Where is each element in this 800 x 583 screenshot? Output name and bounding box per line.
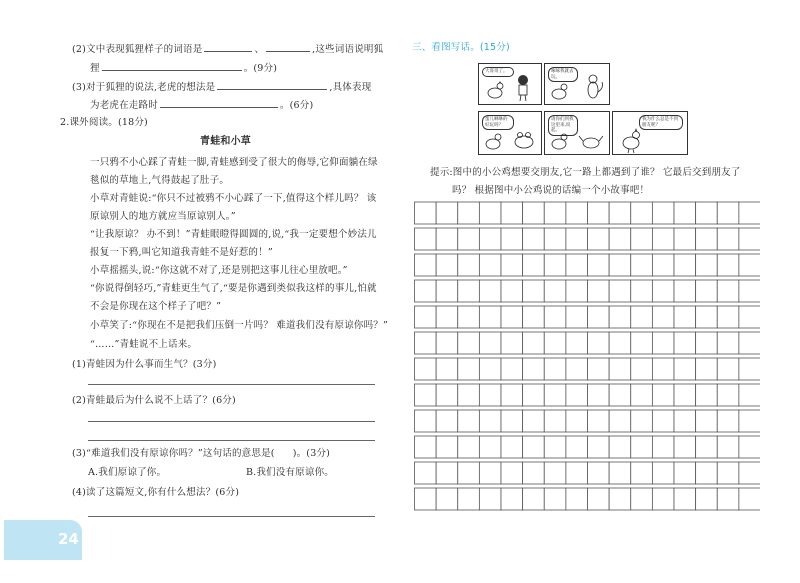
- story-paragraph: 小草摇摇头,说:“你这就不对了,还是别把这事儿往心里放吧。”: [90, 265, 348, 276]
- story-paragraph: 原谅别人的地方就应当原谅别人。”: [90, 211, 236, 222]
- grid-cell[interactable]: [588, 488, 610, 510]
- grid-row: [415, 358, 761, 380]
- grid-cell[interactable]: [609, 306, 631, 328]
- grid-cell[interactable]: [544, 436, 566, 458]
- story-paragraph: “你说得倒轻巧,”青蛙更生气了,“要是你遇到类似我这样的事儿,怕就: [90, 283, 377, 294]
- section-3-heading: 三、看图写话。(15分): [412, 42, 510, 53]
- grid-cell[interactable]: [652, 410, 674, 432]
- grid-cell[interactable]: [479, 202, 501, 224]
- grid-cell[interactable]: [566, 462, 588, 484]
- speech-bubble: 我为什么总是不到朋友呢？: [639, 115, 683, 130]
- grid-cell[interactable]: [674, 332, 696, 354]
- grid-cell[interactable]: [739, 488, 760, 510]
- grid-cell[interactable]: [458, 254, 480, 276]
- grid-row: [415, 306, 761, 328]
- grid-row: [415, 332, 761, 354]
- grid-cell[interactable]: [566, 280, 588, 302]
- grid-cell[interactable]: [631, 384, 653, 406]
- grid-cell[interactable]: [566, 410, 588, 432]
- grid-cell[interactable]: [544, 228, 566, 250]
- grid-cell[interactable]: [739, 254, 760, 276]
- answer-blank[interactable]: [204, 42, 252, 52]
- grid-row: [415, 384, 761, 406]
- answer-line[interactable]: [88, 384, 375, 385]
- grid-cell[interactable]: [717, 280, 739, 302]
- grid-cell[interactable]: [717, 306, 739, 328]
- story-paragraph: 不会是你现在这个样子了吧？”: [90, 301, 222, 312]
- grid-row: [415, 280, 761, 302]
- grid-cell[interactable]: [717, 254, 739, 276]
- grid-cell[interactable]: [674, 488, 696, 510]
- grid-cell[interactable]: [523, 436, 545, 458]
- grid-cell[interactable]: [588, 358, 610, 380]
- grid-cell[interactable]: [674, 384, 696, 406]
- grid-cell[interactable]: [479, 358, 501, 380]
- grid-cell[interactable]: [458, 410, 480, 432]
- grid-cell[interactable]: [609, 436, 631, 458]
- grid-cell[interactable]: [436, 358, 458, 380]
- grid-cell[interactable]: [523, 202, 545, 224]
- rooster-icon: [545, 64, 609, 104]
- grid-cell[interactable]: [436, 410, 458, 432]
- story-paragraph: 小草对青蛙说:“你只不过被鸦不小心踩了一下,值得这个样儿吗？ 该: [90, 193, 377, 204]
- grid-cell[interactable]: [458, 280, 480, 302]
- grid-cell[interactable]: [501, 202, 523, 224]
- grid-row: [415, 410, 761, 432]
- grid-cell[interactable]: [674, 306, 696, 328]
- comic-panel: [478, 111, 542, 155]
- grid-cell[interactable]: [696, 332, 718, 354]
- grid-cell[interactable]: [458, 306, 480, 328]
- answer-line[interactable]: [88, 440, 375, 441]
- grid-cell[interactable]: [717, 332, 739, 354]
- grid-cell[interactable]: [717, 488, 739, 510]
- grid-cell[interactable]: [652, 254, 674, 276]
- grid-cell[interactable]: [523, 332, 545, 354]
- frog-icon: [479, 112, 541, 154]
- grid-cell[interactable]: [479, 436, 501, 458]
- grid-cell[interactable]: [566, 332, 588, 354]
- grid-cell[interactable]: [696, 410, 718, 432]
- grid-cell[interactable]: [501, 358, 523, 380]
- page-number-tab: [4, 520, 82, 560]
- answer-blank[interactable]: [217, 80, 327, 90]
- comic-panel: [544, 111, 610, 155]
- grid-cell[interactable]: [674, 280, 696, 302]
- grid-cell[interactable]: [609, 488, 631, 510]
- grid-cell[interactable]: [523, 228, 545, 250]
- grid-cell[interactable]: [652, 462, 674, 484]
- grid-cell[interactable]: [523, 384, 545, 406]
- grid-cell[interactable]: [458, 436, 480, 458]
- grid-cell[interactable]: [588, 332, 610, 354]
- grid-cell[interactable]: [717, 410, 739, 432]
- grid-cell[interactable]: [674, 436, 696, 458]
- comic-panel: [612, 111, 688, 155]
- story-paragraph: “……”青蛙说不上话来。: [90, 339, 198, 350]
- q3-line2: 为老虎在走路时 。(6分): [90, 100, 314, 111]
- grid-cell[interactable]: [588, 202, 610, 224]
- grid-cell[interactable]: [415, 410, 437, 432]
- grid-cell[interactable]: [458, 202, 480, 224]
- grid-cell[interactable]: [717, 462, 739, 484]
- grid-cell[interactable]: [415, 306, 437, 328]
- grid-cell[interactable]: [739, 384, 760, 406]
- grid-cell[interactable]: [696, 462, 718, 484]
- grid-cell[interactable]: [544, 306, 566, 328]
- grid-cell[interactable]: [631, 254, 653, 276]
- grid-cell[interactable]: [436, 202, 458, 224]
- grid-cell[interactable]: [674, 254, 696, 276]
- grid-cell[interactable]: [458, 384, 480, 406]
- grid-cell[interactable]: [652, 280, 674, 302]
- grid-cell[interactable]: [652, 384, 674, 406]
- grid-cell[interactable]: [458, 488, 480, 510]
- grid-cell[interactable]: [652, 202, 674, 224]
- grid-cell[interactable]: [609, 202, 631, 224]
- grid-cell[interactable]: [609, 410, 631, 432]
- grid-cell[interactable]: [674, 358, 696, 380]
- grid-cell[interactable]: [696, 384, 718, 406]
- grid-cell[interactable]: [674, 410, 696, 432]
- grid-cell[interactable]: [436, 488, 458, 510]
- grid-cell[interactable]: [544, 202, 566, 224]
- grid-cell[interactable]: [674, 202, 696, 224]
- grid-cell[interactable]: [696, 358, 718, 380]
- grid-cell[interactable]: [609, 358, 631, 380]
- grid-cell[interactable]: [588, 254, 610, 276]
- grid-row: [415, 436, 761, 458]
- speech-bubble: 蛋儿咻咻的好玩吗？: [482, 115, 514, 130]
- grid-cell[interactable]: [501, 462, 523, 484]
- grid-cell[interactable]: [696, 488, 718, 510]
- grid-cell[interactable]: [544, 410, 566, 432]
- hint-line: 吗？ 根据图中小公鸡说的话编一个小故事吧！: [452, 185, 650, 196]
- grid-cell[interactable]: [609, 228, 631, 250]
- grid-cell[interactable]: [479, 306, 501, 328]
- sub-question-4: (4)读了这篇短文,你有什么想法？(6分): [72, 487, 240, 498]
- grid-cell[interactable]: [652, 228, 674, 250]
- grid-row: [415, 228, 761, 250]
- sub-question-3: (3)“难道我们没有原谅你吗？”这句话的意思是( )。(3分): [72, 448, 331, 459]
- grid-cell[interactable]: [458, 462, 480, 484]
- grid-cell[interactable]: [479, 228, 501, 250]
- grid-cell[interactable]: [544, 280, 566, 302]
- grid-cell[interactable]: [631, 332, 653, 354]
- grid-cell[interactable]: [479, 462, 501, 484]
- section-2-heading: 2.课外阅读。(18分): [60, 117, 148, 128]
- grid-cell[interactable]: [436, 306, 458, 328]
- grid-cell[interactable]: [696, 436, 718, 458]
- grid-cell[interactable]: [544, 384, 566, 406]
- grid-cell[interactable]: [523, 280, 545, 302]
- grid-cell[interactable]: [523, 358, 545, 380]
- story-paragraph: 小草笑了:“你现在不是把我们压倒一片吗？ 难道我们没有原谅你吗？”: [90, 320, 389, 331]
- grid-cell[interactable]: [696, 306, 718, 328]
- grid-cell[interactable]: [588, 410, 610, 432]
- grid-cell[interactable]: [696, 254, 718, 276]
- grid-cell[interactable]: [479, 280, 501, 302]
- grid-cell[interactable]: [739, 358, 760, 380]
- grid-cell[interactable]: [415, 254, 437, 276]
- grid-cell[interactable]: [415, 280, 437, 302]
- rooster-icon: [479, 64, 541, 104]
- grid-cell[interactable]: [609, 254, 631, 276]
- grid-cell[interactable]: [415, 462, 437, 484]
- grid-cell[interactable]: [436, 228, 458, 250]
- grid-cell[interactable]: [631, 280, 653, 302]
- grid-cell[interactable]: [609, 462, 631, 484]
- comic-panel: [544, 63, 610, 105]
- grid-cell[interactable]: [523, 462, 545, 484]
- grid-cell[interactable]: [458, 332, 480, 354]
- grid-cell[interactable]: [588, 462, 610, 484]
- grid-cell[interactable]: [739, 306, 760, 328]
- grid-cell[interactable]: [501, 280, 523, 302]
- grid-cell[interactable]: [523, 306, 545, 328]
- grid-cell[interactable]: [717, 358, 739, 380]
- grid-cell[interactable]: [631, 488, 653, 510]
- q2-line2: 狸 。(9分): [90, 63, 278, 74]
- grid-cell[interactable]: [436, 332, 458, 354]
- grid-cell[interactable]: [717, 436, 739, 458]
- grid-cell[interactable]: [717, 202, 739, 224]
- grid-cell[interactable]: [458, 358, 480, 380]
- grid-row: [415, 488, 761, 510]
- grid-cell[interactable]: [436, 254, 458, 276]
- grid-cell[interactable]: [609, 332, 631, 354]
- grid-cell[interactable]: [631, 410, 653, 432]
- grid-cell[interactable]: [523, 488, 545, 510]
- grid-cell[interactable]: [501, 228, 523, 250]
- grid-cell[interactable]: [652, 436, 674, 458]
- grid-cell[interactable]: [717, 384, 739, 406]
- q3-line1: (3)对于狐狸的说法,老虎的想法是 ,具体表现: [72, 82, 372, 93]
- grid-cell[interactable]: [544, 462, 566, 484]
- grid-cell[interactable]: [631, 228, 653, 250]
- grid-row: [415, 202, 761, 224]
- grid-cell[interactable]: [739, 202, 760, 224]
- grid-cell[interactable]: [739, 436, 760, 458]
- grid-cell[interactable]: [588, 384, 610, 406]
- grid-cell[interactable]: [566, 202, 588, 224]
- grid-cell[interactable]: [501, 410, 523, 432]
- grid-cell[interactable]: [631, 306, 653, 328]
- grid-cell[interactable]: [501, 384, 523, 406]
- grid-cell[interactable]: [415, 488, 437, 510]
- grid-cell[interactable]: [501, 332, 523, 354]
- grid-cell[interactable]: [566, 358, 588, 380]
- grid-cell[interactable]: [631, 462, 653, 484]
- grid-cell[interactable]: [696, 202, 718, 224]
- story-title: 青蛙和小草: [200, 136, 251, 147]
- speech-bubble: 啄啄我就去玩。: [548, 67, 578, 82]
- grid-cell[interactable]: [588, 228, 610, 250]
- grid-cell[interactable]: [523, 254, 545, 276]
- grid-cell[interactable]: [739, 332, 760, 354]
- rooster-icon: [613, 112, 687, 154]
- grid-cell[interactable]: [739, 410, 760, 432]
- answer-line[interactable]: [88, 421, 375, 422]
- grid-cell[interactable]: [739, 228, 760, 250]
- grid-row: [415, 462, 761, 484]
- grid-cell[interactable]: [479, 332, 501, 354]
- grid-cell[interactable]: [696, 280, 718, 302]
- story-paragraph: 毯似的草地上,气得鼓起了肚子。: [90, 175, 230, 186]
- crab-icon: [545, 112, 609, 154]
- grid-cell[interactable]: [609, 280, 631, 302]
- grid-cell[interactable]: [631, 202, 653, 224]
- grid-cell[interactable]: [566, 254, 588, 276]
- grid-row: [415, 254, 761, 276]
- writing-grid[interactable]: [414, 200, 760, 512]
- option-a: A.我们原谅了你。: [88, 467, 167, 478]
- grid-cell[interactable]: [674, 462, 696, 484]
- sub-question-2: (2)青蛙最后为什么说不上话了？(6分): [72, 395, 236, 406]
- grid-cell[interactable]: [631, 436, 653, 458]
- grid-cell[interactable]: [566, 384, 588, 406]
- grid-cell[interactable]: [544, 332, 566, 354]
- grid-cell[interactable]: [631, 358, 653, 380]
- grid-cell[interactable]: [501, 436, 523, 458]
- grid-cell[interactable]: [652, 306, 674, 328]
- page-number: 24: [58, 530, 79, 548]
- speech-bubble: 请你们到我这里来,说起。: [548, 115, 578, 136]
- hint-line: 提示:图中的小公鸡想要交朋友,它一路上都遇到了谁？ 它最后交到朋友了: [430, 167, 741, 178]
- grid-cell[interactable]: [415, 384, 437, 406]
- grid-cell[interactable]: [415, 358, 437, 380]
- grid-cell[interactable]: [717, 228, 739, 250]
- grid-cell[interactable]: [501, 254, 523, 276]
- grid-cell[interactable]: [415, 436, 437, 458]
- grid-cell[interactable]: [479, 254, 501, 276]
- grid-cell[interactable]: [696, 228, 718, 250]
- grid-cell[interactable]: [436, 384, 458, 406]
- grid-cell[interactable]: [479, 488, 501, 510]
- grid-cell[interactable]: [739, 462, 760, 484]
- option-b: B.我们没有原谅你。: [246, 467, 335, 478]
- grid-cell[interactable]: [458, 228, 480, 250]
- grid-cell[interactable]: [674, 228, 696, 250]
- speech-bubble: 大哥哥了。: [482, 67, 514, 77]
- grid-cell[interactable]: [544, 488, 566, 510]
- q2-line1: (2)文中表现狐狸样子的词语是 、 ,这些词语说明狐: [72, 44, 384, 55]
- grid-cell[interactable]: [436, 280, 458, 302]
- grid-cell[interactable]: [652, 488, 674, 510]
- grid-cell[interactable]: [501, 488, 523, 510]
- grid-cell[interactable]: [523, 410, 545, 432]
- grid-cell[interactable]: [652, 332, 674, 354]
- answer-blank[interactable]: [266, 42, 310, 52]
- comic-strip: [478, 63, 688, 156]
- grid-cell[interactable]: [501, 306, 523, 328]
- grid-cell[interactable]: [652, 358, 674, 380]
- grid-cell[interactable]: [415, 228, 437, 250]
- answer-blank[interactable]: [160, 98, 278, 108]
- story-paragraph: 报复一下鸦,叫它知道我青蛙不是好惹的！”: [90, 247, 273, 258]
- grid-cell[interactable]: [739, 280, 760, 302]
- answer-line[interactable]: [88, 516, 375, 517]
- grid-cell[interactable]: [566, 436, 588, 458]
- grid-cell[interactable]: [588, 280, 610, 302]
- grid-cell[interactable]: [415, 202, 437, 224]
- grid-cell[interactable]: [479, 384, 501, 406]
- grid-cell[interactable]: [479, 410, 501, 432]
- story-paragraph: 一只鸦不小心踩了青蛙一脚,青蛙感到受了很大的侮辱,它仰面躺在绿: [90, 157, 378, 168]
- grid-cell[interactable]: [609, 384, 631, 406]
- grid-cell[interactable]: [566, 228, 588, 250]
- story-paragraph: “让我原谅？ 办不到！”青蛙眼瞪得圆圆的,说,“我一定要想个妙法儿: [90, 229, 377, 240]
- grid-cell[interactable]: [415, 332, 437, 354]
- grid-cell[interactable]: [566, 488, 588, 510]
- grid-cell[interactable]: [436, 436, 458, 458]
- grid-cell[interactable]: [544, 358, 566, 380]
- grid-cell[interactable]: [588, 306, 610, 328]
- comic-panel: [478, 63, 542, 105]
- grid-cell[interactable]: [544, 254, 566, 276]
- grid-cell[interactable]: [588, 436, 610, 458]
- grid-cell[interactable]: [436, 462, 458, 484]
- grid-cell[interactable]: [566, 306, 588, 328]
- sub-question-1: (1)青蛙因为什么事而生气？(3分): [72, 359, 217, 370]
- answer-blank[interactable]: [102, 61, 242, 71]
